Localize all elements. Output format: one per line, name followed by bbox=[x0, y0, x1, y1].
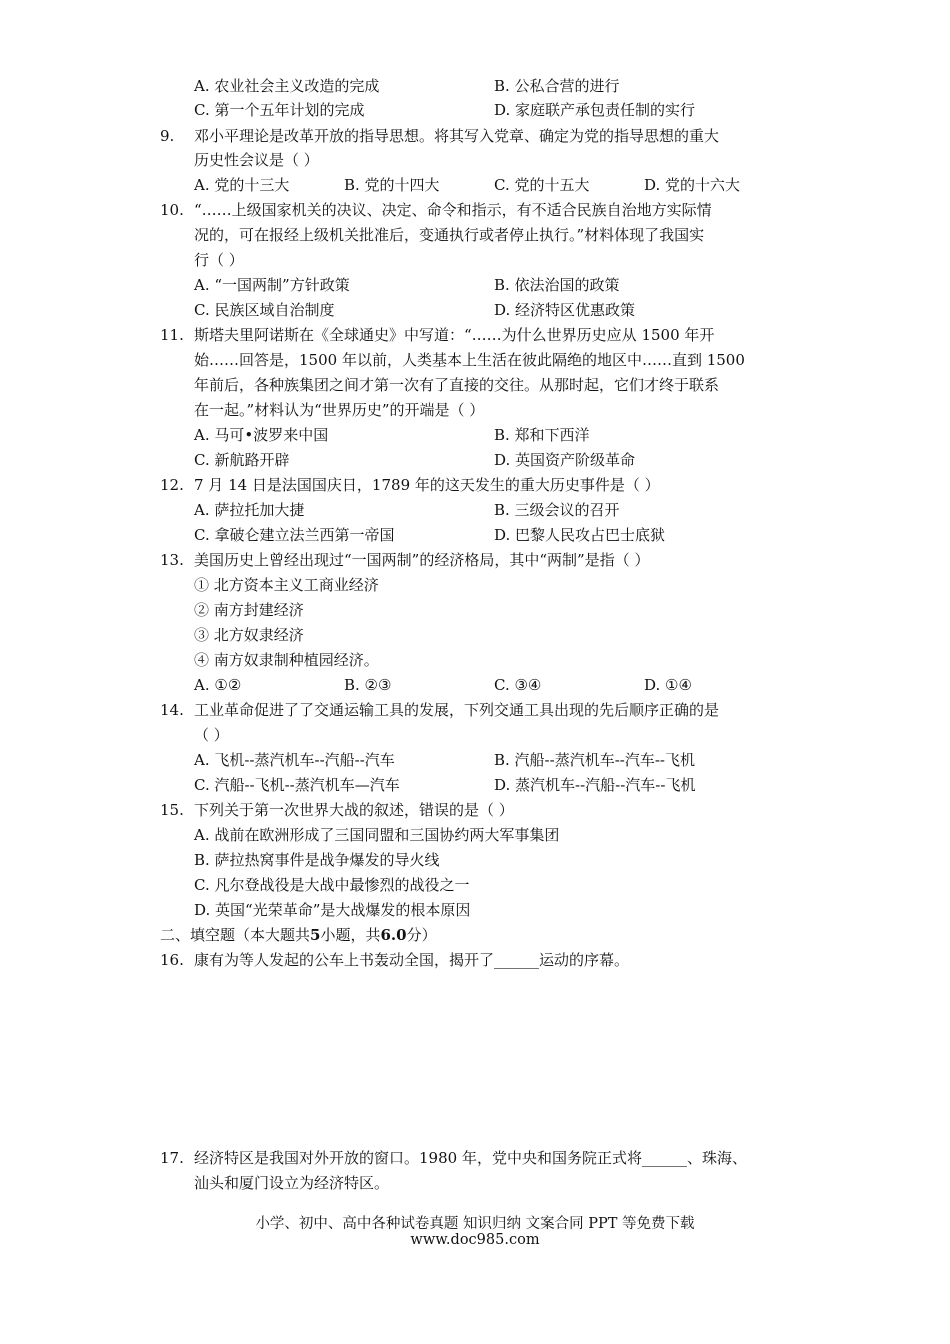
q10-option-d: D. 经济特区优惠政策 bbox=[494, 301, 636, 319]
q15-option-b: B. 萨拉热窝事件是战争爆发的导火线 bbox=[194, 851, 440, 869]
q14-option-c: C. 汽船--飞机--蒸汽机车—汽车 bbox=[194, 776, 400, 794]
q15-option-a: A. 战前在欧洲形成了三国同盟和三国协约两大军事集团 bbox=[194, 826, 560, 844]
footer-promo-text: 小学、初中、高中各种试卷真题 知识归纳 文案合同 PPT 等免费下载 bbox=[255, 1216, 695, 1232]
q11-stem-line3: 年前后，各种族集团之间才第一次有了直接的交往。从那时起，它们才终于联系 bbox=[194, 376, 720, 394]
q9-option-c: C. 党的十五大 bbox=[494, 176, 590, 194]
q11-option-b: B. 郑和下西洋 bbox=[494, 426, 590, 444]
section-heading-post: 分） bbox=[406, 926, 437, 944]
q14-option-b: B. 汽船--蒸汽机车--汽车--飞机 bbox=[494, 751, 695, 769]
section-heading-fill-in bbox=[160, 925, 437, 945]
q10-stem-line1: “……上级国家机关的决议、决定、命令和指示，有不适合民族自治地方实际情 bbox=[194, 201, 712, 219]
section-heading-mid: 小题，共 bbox=[320, 926, 381, 944]
q9-option-a: A. 党的十三大 bbox=[194, 176, 290, 194]
q12-option-c: C. 拿破仑建立法兰西第一帝国 bbox=[194, 526, 395, 544]
q12-option-b: B. 三级会议的召开 bbox=[494, 501, 620, 519]
q14-stem-line2: （ ） bbox=[194, 726, 229, 744]
q10-number: 10. bbox=[160, 201, 184, 219]
q15-option-d: D. 英国“光荣革命”是大战爆发的根本原因 bbox=[194, 901, 471, 919]
q10-option-b: B. 依法治国的政策 bbox=[494, 276, 620, 294]
q13-item-1: ① 北方资本主义工商业经济 bbox=[194, 576, 379, 594]
q11-stem-line4: 在一起。”材料认为“世界历史”的开端是（ ） bbox=[194, 401, 485, 419]
section-heading-pre: 二、填空题（本大题共 bbox=[160, 926, 311, 944]
q8-option-a: A. 农业社会主义改造的完成 bbox=[194, 77, 380, 95]
q16-stem-line1: 康有为等人发起的公车上书轰动全国，揭开了______运动的序幕。 bbox=[194, 951, 630, 969]
q13-option-d: D. ①④ bbox=[644, 676, 692, 694]
q14-stem-line1: 工业革命促进了了交通运输工具的发展，下列交通工具出现的先后顺序正确的是 bbox=[194, 701, 720, 719]
q12-number: 12. bbox=[160, 476, 184, 494]
q11-option-d: D. 英国资产阶级革命 bbox=[494, 451, 636, 469]
q13-item-4: ④ 南方奴隶制种植园经济。 bbox=[194, 651, 379, 669]
q12-option-a: A. 萨拉托加大捷 bbox=[194, 501, 305, 519]
q9-number: 9. bbox=[160, 127, 175, 145]
q9-option-b: B. 党的十四大 bbox=[344, 176, 440, 194]
q9-stem-line2: 历史性会议是（ ） bbox=[194, 151, 319, 169]
q13-number: 13. bbox=[160, 551, 184, 569]
q11-option-c: C. 新航路开辟 bbox=[194, 451, 290, 469]
q14-number: 14. bbox=[160, 701, 184, 719]
section-question-count: 5 bbox=[310, 926, 321, 944]
q13-option-a: A. ①② bbox=[194, 676, 242, 694]
q15-option-c: C. 凡尔登战役是大战中最惨烈的战役之一 bbox=[194, 876, 470, 894]
q10-option-c: C. 民族区域自治制度 bbox=[194, 301, 335, 319]
q8-option-c: C. 第一个五年计划的完成 bbox=[194, 101, 365, 119]
q17-stem-line1: 经济特区是我国对外开放的窗口。1980 年，党中央和国务院正式将______、珠海、 bbox=[194, 1149, 747, 1167]
q12-stem-line1: 7 月 14 日是法国国庆日，1789 年的这天发生的重大历史事件是（ ） bbox=[194, 476, 660, 494]
q11-option-a: A. 马可•波罗来中国 bbox=[194, 426, 329, 444]
q14-option-d: D. 蒸汽机车--汽船--汽车--飞机 bbox=[494, 776, 696, 794]
q13-option-c: C. ③④ bbox=[494, 676, 542, 694]
q10-stem-line2: 况的，可在报经上级机关批准后，变通执行或者停止执行。”材料体现了我国实 bbox=[194, 226, 705, 244]
q13-item-2: ② 南方封建经济 bbox=[194, 601, 304, 619]
q17-number: 17. bbox=[160, 1149, 184, 1167]
q10-option-a: A. “一国两制”方针政策 bbox=[194, 276, 350, 294]
q9-stem-line1: 邓小平理论是改革开放的指导思想。将其写入党章、确定为党的指导思想的重大 bbox=[194, 127, 720, 145]
q16-number: 16. bbox=[160, 951, 184, 969]
q8-option-b: B. 公私合营的进行 bbox=[494, 77, 620, 95]
q15-number: 15. bbox=[160, 801, 184, 819]
q9-option-d: D. 党的十六大 bbox=[644, 176, 741, 194]
q10-stem-line3: 行（ ） bbox=[194, 251, 244, 269]
q11-stem-line2: 始……回答是，1500 年以前，人类基本上生活在彼此隔绝的地区中……直到 1500 bbox=[194, 351, 745, 369]
q17-stem-line2: 汕头和厦门设立为经济特区。 bbox=[194, 1174, 390, 1192]
q13-item-3: ③ 北方奴隶经济 bbox=[194, 626, 304, 644]
q8-option-d: D. 家庭联产承包责任制的实行 bbox=[494, 101, 696, 119]
q11-stem-line1: 斯塔夫里阿诺斯在《全球通史》中写道：“……为什么世界历史应从 1500 年开 bbox=[194, 326, 715, 344]
q11-number: 11. bbox=[160, 326, 184, 344]
q13-stem-line1: 美国历史上曾经出现过“一国两制”的经济格局，其中“两制”是指（ ） bbox=[194, 551, 650, 569]
q15-stem-line1: 下列关于第一次世界大战的叙述，错误的是（ ） bbox=[194, 801, 514, 819]
footer-website-link[interactable]: www.doc985.com bbox=[410, 1232, 540, 1248]
section-total-score: 6.0 bbox=[380, 926, 407, 944]
q13-option-b: B. ②③ bbox=[344, 676, 392, 694]
q14-option-a: A. 飞机--蒸汽机车--汽船--汽车 bbox=[194, 751, 395, 769]
q12-option-d: D. 巴黎人民攻占巴士底狱 bbox=[494, 526, 666, 544]
